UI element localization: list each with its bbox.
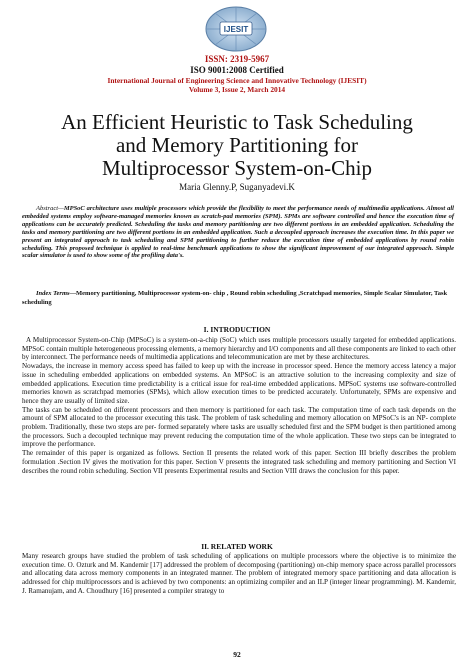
iso-certification: ISO 9001:2008 Certified (190, 65, 284, 75)
title-line: An Efficient Heuristic to Task Scheduling (61, 110, 413, 134)
journal-name: International Journal of Engineering Science and Innovative Technology (IJESIT) (107, 76, 367, 85)
index-terms (22, 290, 454, 307)
author-list: Maria Glenny.P, Suganyadevi.K (179, 182, 295, 192)
logo-text: IJESIT (223, 25, 249, 34)
page-number: 92 (233, 650, 241, 659)
section-heading-related-work: II. RELATED WORK (201, 542, 273, 551)
abstract-text: MPSoC architecture uses multiple processors which provide the flexibility to meet the performance needs of multimedia applications. Almost all embedded systems employ software-managed memories known as scratch-pad memories (SPM). SPMs are software controlled and hence the execution time of applications can be accurately predicted. Scheduling the tasks and memory partitioning are two different portions in an embedded application. Scheduling the tasks and memory partitioning are two different portions in an embedded application. Such a decoupled approach increases the execution time. In this paper we present an integrated approach to task scheduling and SPM partitioning to further reduce the execution time of embedded applications by round robin scheduling. This proposed technique is applied to real-time benchmark applications to show the significant improvement of our integrated approach. Simple scalar simulator is used to show some of the profiling data's. (22, 205, 454, 260)
introduction-body (22, 336, 456, 475)
paper-title (20, 111, 454, 180)
abstract-label: Abstract— (36, 205, 64, 212)
issn-line: ISSN: 2319-5967 (204, 54, 270, 64)
paragraph: A Multiprocessor System-on-Chip (MPSoC) is a system-on-a-chip (SoC) which uses multiple processors usually targeted for embedded applications. MPSoC contain multiple heterogeneous processing elements, a memory hierarchy and I/O components and all these components are linked to each other by interconnect. The performance needs of multimedia applications and telecommunication are met by these architectures. (22, 336, 456, 362)
paragraph: The tasks can be scheduled on different processors and then memory is partitioned for each task. The computation time of each task depends on the amount of SPM allocated to the processor executing this task. The problem of task scheduling and memory allocation on MPSoC's is an NP- complete problem. Traditionally, these two steps are per- formed separately where tasks are usually scheduled first and the SPM budget is then partitioned among the processors. Such a decoupled technique may prevent reducing the computation time of the whole application. These two steps can be integrated to improve the performance. (22, 405, 456, 449)
journal-masthead (0, 54, 474, 94)
index-terms-text: Memory partitioning, Multiprocessor system-on- chip , Round robin scheduling ,Scratchpad memories, Simple Scalar Simulator, Task scheduling (22, 290, 448, 306)
paragraph: The remainder of this paper is organized as follows. Section II presents the related work of this paper. Section III briefly describes the problem formulation .Section IV gives the motivation for this paper. Section V presents the integrated task scheduling and memory partitioning and Section VI describes the round robin scheduling. Section VII presents Experimental results and Section VIII draws the conclusion for this paper. (22, 449, 456, 475)
volume-issue: Volume 3, Issue 2, March 2014 (188, 85, 286, 94)
paragraph: Many research groups have studied the problem of task scheduling of applications on multiple processors where the objective is to minimize the execution time. O. Ozturk and M. Kandemir [17] addressed the problem of decomposing (partitioning) on-chip memory space across parallel processors and allocating data across memory components in an integrated manner. The problem of integrated memory space partitioning and data allocation is addressed for chip multiprocessors and is achieved by two components: an optimizing compiler and an ILP (integer linear programming). M. Kandemir, J. Ramanujam, and A. Choudhury [16] presented a compiler strategy to (22, 552, 456, 595)
paragraph: Nowadays, the increase in memory access speed has failed to keep up with the increase in processor speed. Hence the memory access latency a major issue in scheduling embedded applications on embedded systems. An MPSoC is an attractive solution to the increasing complexity and size of embedded applications. Execution time predictability is a critical issue for real-time embedded applications. MPSoC systems use software-controlled memories known as scratchpad memories (SPMs), which allow execution times to be predicted accurately. Unfortunately, SPMs are expensive and hence they are usually of limited size. (22, 362, 456, 405)
related-work-body (22, 552, 456, 596)
index-terms-label: Index Terms— (36, 290, 77, 297)
abstract (22, 205, 454, 260)
section-heading-introduction: I. INTRODUCTION (203, 325, 271, 334)
title-line: and Memory Partitioning for (115, 133, 359, 157)
journal-logo (196, 4, 276, 54)
title-line: Multiprocessor System-on-Chip (101, 156, 373, 180)
